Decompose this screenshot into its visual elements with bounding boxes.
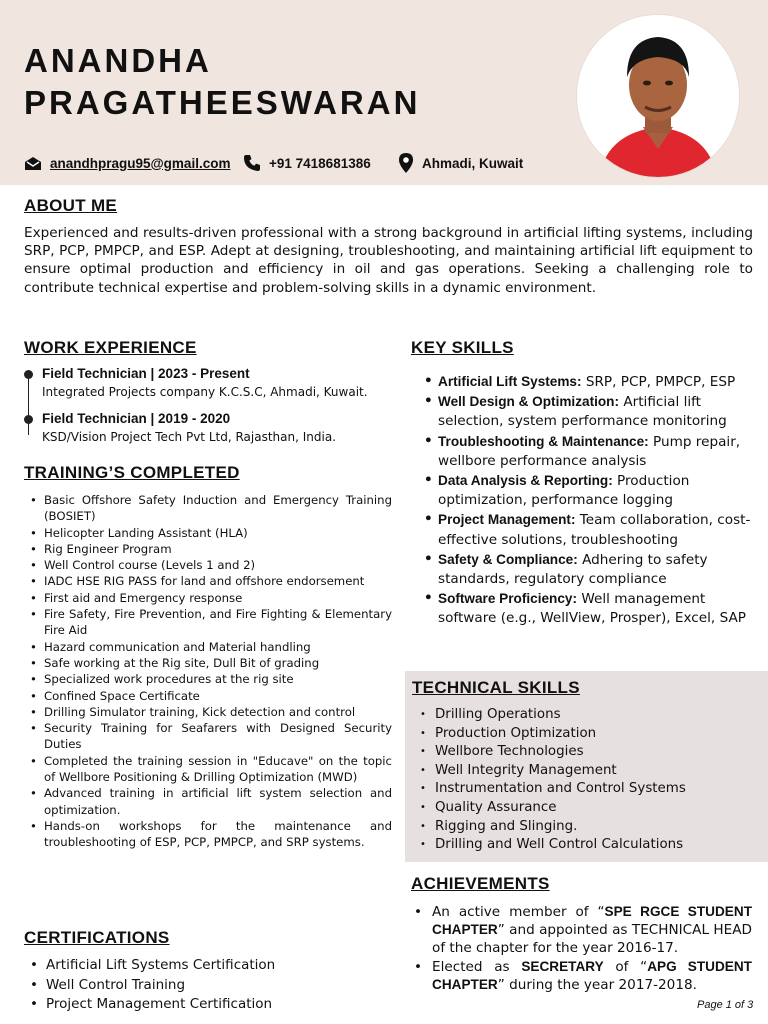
list-item <box>424 432 754 471</box>
achievement-highlight: APG STUDENT CHAPTER <box>432 958 752 992</box>
trainings-title: TRAINING’S COMPLETED <box>24 463 240 482</box>
trainings-list <box>28 492 392 851</box>
envelope-icon <box>24 156 42 171</box>
list-item: • Security Training for Seafarers with Designed Security Duties <box>28 720 392 753</box>
skill-text: Well management software (e.g., WellView, Prosper), Excel, SAP <box>438 591 746 627</box>
list-item <box>424 372 754 392</box>
person-portrait-icon <box>577 15 739 177</box>
page-number: Page 1 of 3 <box>697 999 754 1011</box>
job-title: Field Technician | 2023 - Present <box>42 366 250 381</box>
skill-label: Well Design & Optimization: <box>438 394 620 410</box>
achievement-text: Elected as <box>432 958 522 975</box>
list-item: • IADC HSE RIG PASS for land and offshore endorsement <box>28 573 392 589</box>
certifications-list <box>30 956 390 1015</box>
timeline-dot <box>24 415 33 424</box>
skill-text: Artificial lift selection, system performance monitoring <box>438 394 727 430</box>
contact-phone <box>243 151 371 175</box>
list-item <box>424 589 754 628</box>
list-item: • Basic Offshore Safety Induction and Emergency Training (BOSIET) <box>28 492 392 525</box>
list-item: • Specialized work procedures at the rig site <box>28 671 392 687</box>
key-skills-list <box>424 372 754 629</box>
skill-label: Software Proficiency: <box>438 591 577 607</box>
achievement-highlight: SPE RGCE STUDENT CHAPTER <box>432 904 752 938</box>
email-link[interactable]: anandhpragu95@gmail.com <box>50 155 231 171</box>
list-item: • Well Integrity Management <box>420 762 750 781</box>
list-item: • Confined Space Certificate <box>28 688 392 704</box>
list-item: • Rig Engineer Program <box>28 541 392 557</box>
timeline-line <box>28 371 29 435</box>
skill-text: Team collaboration, cost-effective solutions, troubleshooting <box>438 512 751 548</box>
skill-label: Safety & Compliance: <box>438 551 578 567</box>
list-item: • Fire Safety, Fire Prevention, and Fire Fighting & Elementary Fire Aid <box>28 606 392 639</box>
list-item: • Wellbore Technologies <box>420 743 750 762</box>
achievement-highlight: SECRETARY <box>521 958 604 974</box>
skill-text: Pump repair, wellbore performance analysis <box>438 433 741 469</box>
profile-photo <box>576 14 740 178</box>
list-item: • Well Control course (Levels 1 and 2) <box>28 557 392 573</box>
location-text: Ahmadi, Kuwait <box>422 155 524 171</box>
job-company: KSD/Vision Project Tech Pvt Ltd, Rajasthan, India. <box>42 430 336 444</box>
contact-location <box>398 151 523 175</box>
list-item: • Helicopter Landing Assistant (HLA) <box>28 525 392 541</box>
skill-label: Troubleshooting & Maintenance: <box>438 433 649 449</box>
contact-email[interactable] <box>24 151 230 175</box>
achievement-text: An active member of “ <box>432 904 605 920</box>
phone-icon <box>243 154 261 172</box>
achievement-text: of “ <box>603 958 648 975</box>
list-item: • Drilling and Well Control Calculations <box>420 836 750 855</box>
list-item: • Safe working at the Rig site, Dull Bit of grading <box>28 655 392 671</box>
list-item: • Drilling Simulator training, Kick detection and control <box>28 704 392 720</box>
list-item <box>414 903 752 958</box>
list-item <box>424 471 754 510</box>
skill-text: SRP, PCP, PMPCP, ESP <box>581 374 736 390</box>
location-pin-icon <box>398 152 414 174</box>
list-item: • Project Management Certification <box>30 995 390 1015</box>
skill-text: Adhering to safety standards, regulatory compliance <box>438 551 708 588</box>
list-item: • Completed the training session in "Educave" on the topic of Wellbore Positioning & Drilling Optimization (MWD) <box>28 753 392 786</box>
work-experience-title: WORK EXPERIENCE <box>24 338 197 357</box>
list-item <box>424 550 754 589</box>
technical-skills-list <box>420 706 750 855</box>
skill-text: Production optimization, performance logging <box>438 473 690 509</box>
about-text: Experienced and results-driven professional with a strong background in artificial lifting systems, including SRP, PCP, PMPCP, and ESP. Adept at designing, troubleshooting, and maintaining artificial lift equipment to ensure optimal production and efficiency in oil and gas operations. Seeking a challenging role to contribute technical expertise and problem-solving skills in a dynamic environment. <box>24 225 753 296</box>
job-company: Integrated Projects company K.C.S.C, Ahmadi, Kuwait. <box>42 385 368 399</box>
candidate-name <box>24 40 420 124</box>
skill-label: Data Analysis & Reporting: <box>438 473 613 489</box>
timeline-dot <box>24 370 33 379</box>
list-item: • Hazard communication and Material handling <box>28 639 392 655</box>
achievement-text: ” during the year 2017-2018. <box>497 976 697 993</box>
list-item: • First aid and Emergency response <box>28 590 392 606</box>
list-item: • Well Control Training <box>30 976 390 996</box>
list-item: • Instrumentation and Control Systems <box>420 780 750 799</box>
certifications-title: CERTIFICATIONS <box>24 928 170 947</box>
achievements-title: ACHIEVEMENTS <box>411 874 550 893</box>
list-item <box>424 392 754 431</box>
list-item: • Quality Assurance <box>420 799 750 818</box>
about-title: ABOUT ME <box>24 196 118 215</box>
job-title: Field Technician | 2019 - 2020 <box>42 411 231 426</box>
technical-skills-title: TECHNICAL SKILLS <box>412 678 580 697</box>
skill-label: Project Management: <box>438 512 576 528</box>
skill-label: Artificial Lift Systems: <box>438 374 582 389</box>
list-item: • Advanced training in artificial lift system selection and optimization. <box>28 785 392 818</box>
list-item: • Drilling Operations <box>420 706 750 725</box>
key-skills-title: KEY SKILLS <box>411 338 514 357</box>
list-item <box>424 510 754 549</box>
name-line-1: ANANDHA <box>24 42 212 79</box>
list-item: • Hands-on workshops for the maintenance and troubleshooting of ESP, PCP, PMPCP, and SRP systems. <box>28 818 392 851</box>
achievements-list <box>414 903 752 994</box>
list-item: • Artificial Lift Systems Certification <box>30 956 390 976</box>
list-item: • Rigging and Slinging. <box>420 818 750 837</box>
list-item <box>414 958 752 994</box>
achievement-text: ” and appointed as TECHNICAL HEAD of the chapter for the year 2016-17. <box>432 922 752 957</box>
phone-number: +91 7418681386 <box>269 155 371 171</box>
list-item: • Production Optimization <box>420 725 750 744</box>
name-line-2: PRAGATHEESWARAN <box>24 84 421 121</box>
